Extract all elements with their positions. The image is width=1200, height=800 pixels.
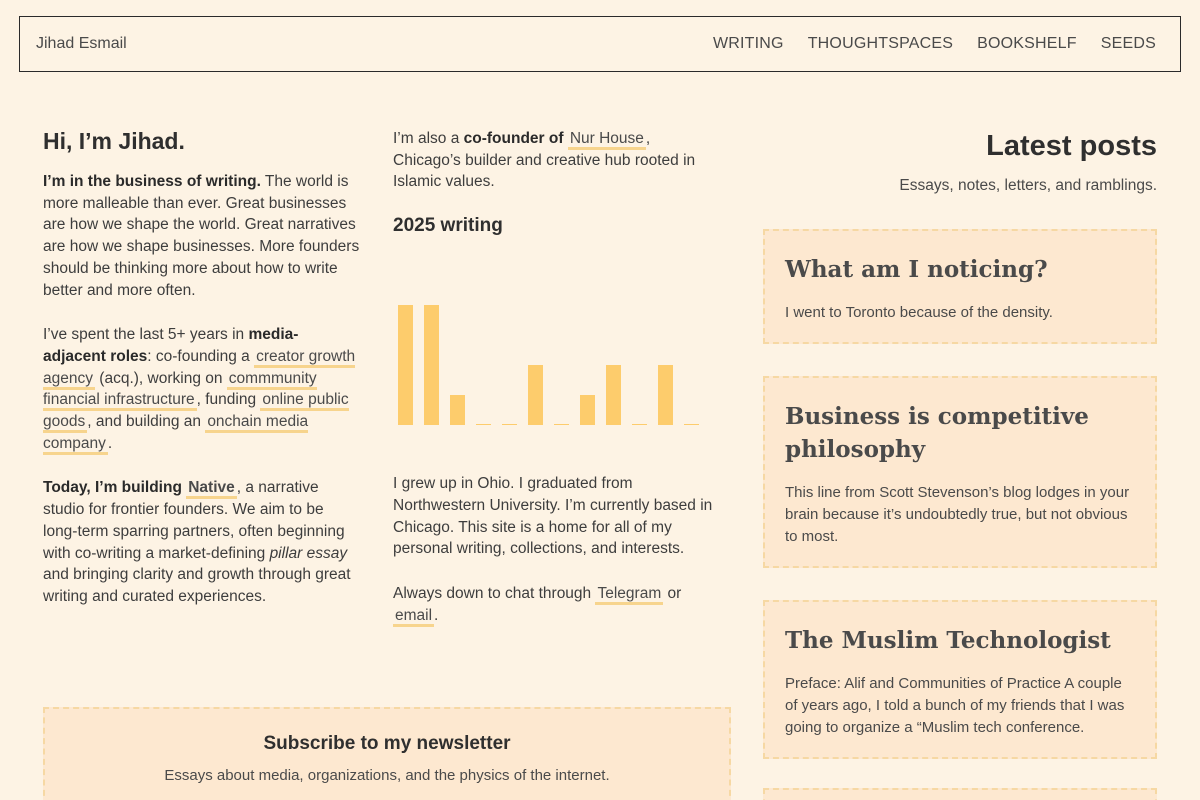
post-card[interactable]	[763, 229, 1157, 344]
text: .	[434, 606, 439, 624]
post-title[interactable]: Business is competitive philosophy	[785, 403, 1089, 463]
bold-text: co-founder of	[463, 130, 568, 147]
text: , Chicago’s builder and creative hub rooted in Islamic values.	[393, 130, 696, 191]
nur-house-link[interactable]: Nur House	[568, 130, 646, 150]
text: I’m also a	[393, 130, 464, 147]
bio-paragraph: I grew up in Ohio. I graduated from Northwestern University. I’m currently based in Chicago. This site is a home for all of my personal writing, collections, and interests.	[393, 475, 713, 558]
post-title[interactable]: The Muslim Technologist	[785, 627, 1111, 654]
text: I’ve spent the last 5+ years in	[43, 326, 249, 344]
onchain-media-company-link[interactable]: onchain media company	[43, 413, 308, 455]
intro-paragraph-3	[43, 477, 361, 607]
chart-bar	[658, 365, 673, 425]
telegram-link[interactable]: Telegram	[595, 585, 663, 605]
text: and bringing clarity and growth through great writing and curated experiences.	[43, 566, 351, 605]
text: , and building an	[87, 413, 206, 431]
intro-paragraph-1	[43, 171, 361, 301]
site-header	[19, 16, 1181, 72]
latest-posts-column	[763, 128, 1157, 791]
chart-bar	[632, 424, 647, 425]
nav-writing[interactable]: WRITING	[712, 35, 784, 52]
chart-bar	[398, 305, 413, 425]
newsletter-subtitle: Essays about media, organizations, and the physics of the internet.	[164, 767, 610, 784]
post-title[interactable]: What am I noticing?	[785, 256, 1048, 283]
cofounder-paragraph	[393, 128, 713, 193]
post-excerpt: Preface: Alif and Communities of Practice A couple of years ago, I told a bunch of my friends that I was going to organize a “Muslim tech conference.	[785, 675, 1125, 736]
post-card-partial[interactable]	[763, 788, 1157, 800]
chart-bar	[424, 305, 439, 425]
main-nav	[713, 35, 1156, 53]
intro-bold: I’m in the business of writing.	[43, 173, 261, 190]
post-card[interactable]	[763, 376, 1157, 568]
chart-bar	[580, 395, 595, 425]
post-card[interactable]	[763, 600, 1157, 759]
nav-bookshelf[interactable]: BOOKSHELF	[977, 35, 1077, 52]
intro-column	[43, 128, 361, 631]
chart-bar	[528, 365, 543, 425]
post-excerpt: I went to Toronto because of the density.	[785, 304, 1053, 321]
chart-bar	[450, 395, 465, 425]
text: (acq.), working on	[94, 369, 227, 387]
online-public-goods-link[interactable]: online public goods	[43, 391, 349, 433]
email-link[interactable]: email	[393, 607, 434, 627]
site-name-link[interactable]: Jihad Esmail	[36, 35, 127, 52]
text: , funding	[196, 391, 261, 409]
newsletter-title: Subscribe to my newsletter	[263, 733, 511, 754]
nav-seeds[interactable]: SEEDS	[1100, 35, 1156, 52]
intro-paragraph-2	[43, 324, 361, 454]
intro-text: The world is more malleable than ever. Great businesses are how we shape the world. Great narratives are how we shape businesses. More founders should be thinking more about how to write better and more often.	[43, 173, 360, 299]
nav-thoughtspaces[interactable]: THOUGHTSPACES	[807, 35, 954, 52]
writing-2025-heading: 2025 writing	[393, 215, 503, 237]
native-link[interactable]: Native	[186, 479, 237, 499]
creator-growth-agency-link[interactable]: creator growth agency	[43, 348, 355, 390]
community-financial-infrastructure-link[interactable]: commmunity financial infrastructure	[43, 370, 317, 412]
post-excerpt: This line from Scott Stevenson’s blog lodges in your brain because it’s undoubtedly true, but not obvious to most.	[785, 484, 1130, 545]
middle-column	[393, 128, 713, 649]
chart-bar	[606, 365, 621, 425]
bold-text: media-adjacent roles	[43, 326, 299, 365]
italic-text: pillar essay	[269, 544, 348, 562]
text: .	[107, 434, 113, 452]
latest-posts-title: Latest posts	[986, 130, 1157, 162]
newsletter-box	[43, 707, 731, 800]
greeting-heading: Hi, I’m Jihad.	[43, 128, 185, 154]
writing-chart-svg	[393, 245, 713, 445]
writing-chart	[393, 245, 713, 445]
text: or	[663, 584, 682, 602]
chart-bar	[684, 424, 699, 425]
bold-text: Today, I’m building	[43, 479, 187, 497]
chat-paragraph	[393, 583, 713, 626]
text: , a narrative studio for frontier founders. We aim to be long-term sparring partners, often beginning with co-writing a market-defining	[43, 479, 345, 562]
chart-bar	[554, 424, 569, 425]
text: : co-founding a	[147, 347, 255, 365]
chart-bar	[476, 424, 491, 425]
chart-bar	[502, 424, 517, 425]
latest-posts-subtitle: Essays, notes, letters, and ramblings.	[899, 177, 1157, 194]
text: Always down to chat through	[393, 584, 596, 602]
